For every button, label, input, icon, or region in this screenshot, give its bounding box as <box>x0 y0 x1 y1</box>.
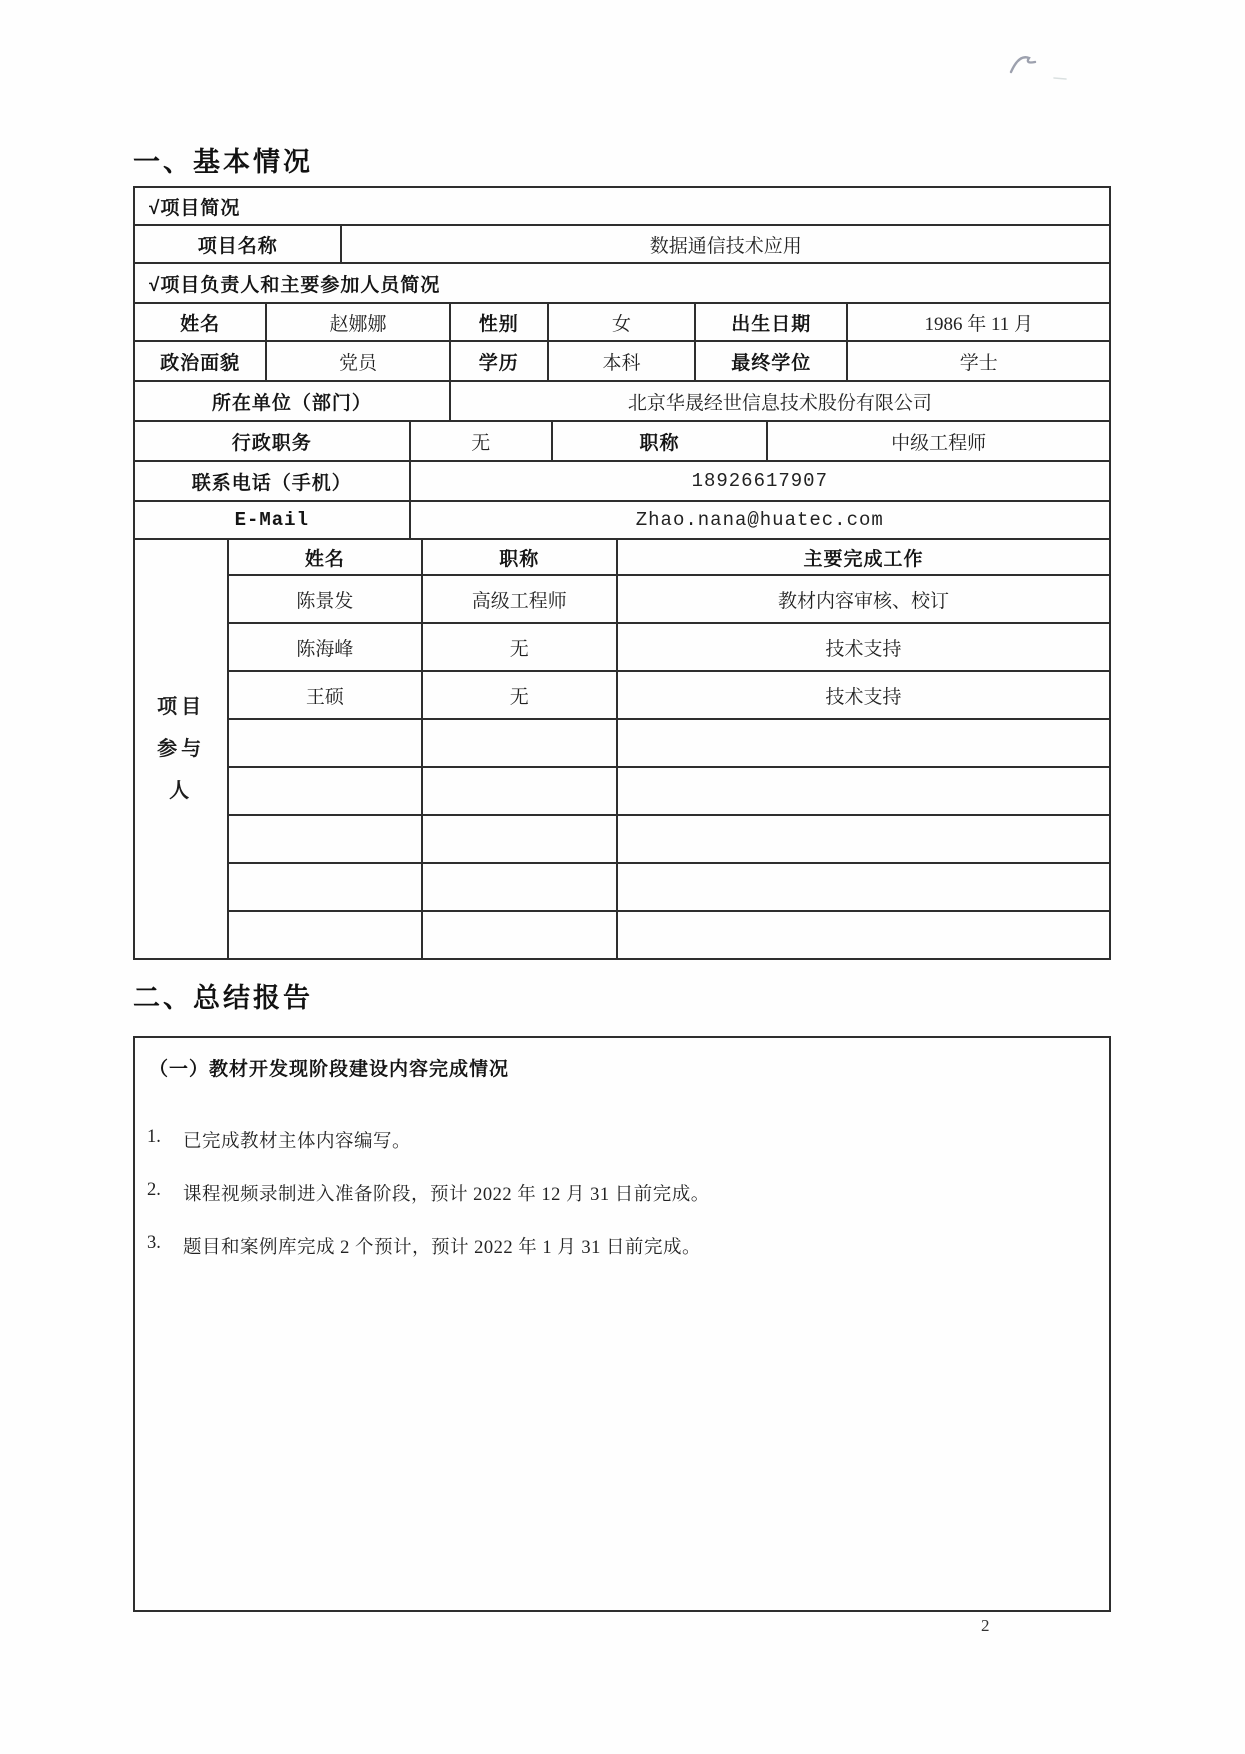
education-label: 学历 <box>450 341 548 381</box>
person-info-rows <box>133 302 1111 382</box>
participant-name: 王硕 <box>228 671 421 719</box>
leader-header-row <box>133 262 1111 304</box>
participants-col-work: 主要完成工作 <box>617 539 1110 575</box>
participant-row <box>134 575 1110 623</box>
participant-work <box>617 911 1110 959</box>
participants-table <box>133 538 1111 960</box>
project-brief-header: √项目简况 <box>134 187 1110 225</box>
summary-item-1-text: 已完成教材主体内容编写。 <box>183 1132 412 1152</box>
participant-name <box>228 863 421 911</box>
basic-info-table <box>133 186 1111 960</box>
participant-row-empty <box>134 815 1110 863</box>
participants-col-name: 姓名 <box>228 539 421 575</box>
education-value: 本科 <box>548 341 695 381</box>
project-name-value: 数据通信技术应用 <box>341 225 1110 263</box>
participants-col-title: 职称 <box>422 539 617 575</box>
participant-name: 陈海峰 <box>228 623 421 671</box>
page-number: 2 <box>981 1616 990 1635</box>
name-label: 姓名 <box>134 303 266 341</box>
summary-report-box <box>133 1036 1111 1612</box>
admin-title-row <box>133 420 1111 462</box>
birth-label: 出生日期 <box>695 303 847 341</box>
participant-name <box>228 911 421 959</box>
participant-work <box>617 767 1110 815</box>
participant-row <box>134 671 1110 719</box>
participant-row-empty <box>134 911 1110 959</box>
summary-item-3-number: 3. <box>147 1233 161 1253</box>
political-label: 政治面貌 <box>134 341 266 381</box>
title-value: 中级工程师 <box>767 421 1110 461</box>
participant-name <box>228 719 421 767</box>
participant-work <box>617 719 1110 767</box>
email-value: Zhao.nana@huatec.com <box>410 501 1110 539</box>
participant-title: 高级工程师 <box>422 575 617 623</box>
political-value: 党员 <box>266 341 449 381</box>
unit-label: 所在单位（部门） <box>134 381 450 421</box>
participant-title <box>422 767 617 815</box>
unit-value: 北京华晟经世信息技术股份有限公司 <box>450 381 1110 421</box>
participant-work: 技术支持 <box>617 671 1110 719</box>
summary-item-2 <box>145 1180 1109 1206</box>
admin-value: 无 <box>410 421 552 461</box>
project-brief-header-row <box>133 186 1111 226</box>
pen-dot-artifact <box>1053 76 1067 80</box>
unit-row <box>133 380 1111 422</box>
participant-row-empty <box>134 719 1110 767</box>
participant-work <box>617 863 1110 911</box>
admin-label: 行政职务 <box>134 421 410 461</box>
section1-heading: 一、基本情况 <box>133 147 313 177</box>
phone-label: 联系电话（手机） <box>134 461 410 501</box>
participant-row <box>134 623 1110 671</box>
participant-work: 教材内容审核、校订 <box>617 575 1110 623</box>
participant-title <box>422 719 617 767</box>
section2-heading: 二、总结报告 <box>133 983 313 1013</box>
summary-item-3 <box>145 1233 1109 1259</box>
leader-header: √项目负责人和主要参加人员简况 <box>134 263 1110 303</box>
participants-side-label: 项目参与人 <box>134 539 228 959</box>
name-value: 赵娜娜 <box>266 303 449 341</box>
participant-title: 无 <box>422 671 617 719</box>
pen-mark-artifact <box>1005 48 1051 82</box>
participant-title <box>422 815 617 863</box>
participant-row-empty <box>134 863 1110 911</box>
degree-value: 学士 <box>847 341 1110 381</box>
summary-list <box>135 1127 1109 1259</box>
participant-row-empty <box>134 767 1110 815</box>
birth-value: 1986 年 11 月 <box>847 303 1110 341</box>
participant-title <box>422 863 617 911</box>
summary-item-1-number: 1. <box>147 1127 161 1147</box>
summary-item-2-number: 2. <box>147 1180 161 1200</box>
contact-rows <box>133 460 1111 540</box>
phone-value: 18926617907 <box>410 461 1110 501</box>
summary-item-2-text: 课程视频录制进入准备阶段，预计 2022 年 12 月 31 日前完成。 <box>183 1185 710 1205</box>
summary-item-1 <box>145 1127 1109 1153</box>
participant-work <box>617 815 1110 863</box>
participant-name: 陈景发 <box>228 575 421 623</box>
participant-name <box>228 767 421 815</box>
degree-label: 最终学位 <box>695 341 847 381</box>
summary-item-3-text: 题目和案例库完成 2 个预计，预计 2022 年 1 月 31 日前完成。 <box>183 1238 702 1258</box>
participant-title <box>422 911 617 959</box>
participant-work: 技术支持 <box>617 623 1110 671</box>
summary-subheading: （一）教材开发现阶段建设内容完成情况 <box>149 1059 510 1080</box>
project-name-row <box>133 224 1111 264</box>
title-label: 职称 <box>552 421 767 461</box>
email-label: E-Mail <box>134 501 410 539</box>
participant-title: 无 <box>422 623 617 671</box>
gender-value: 女 <box>548 303 695 341</box>
project-name-label: 项目名称 <box>134 225 341 263</box>
gender-label: 性别 <box>450 303 548 341</box>
participant-name <box>228 815 421 863</box>
